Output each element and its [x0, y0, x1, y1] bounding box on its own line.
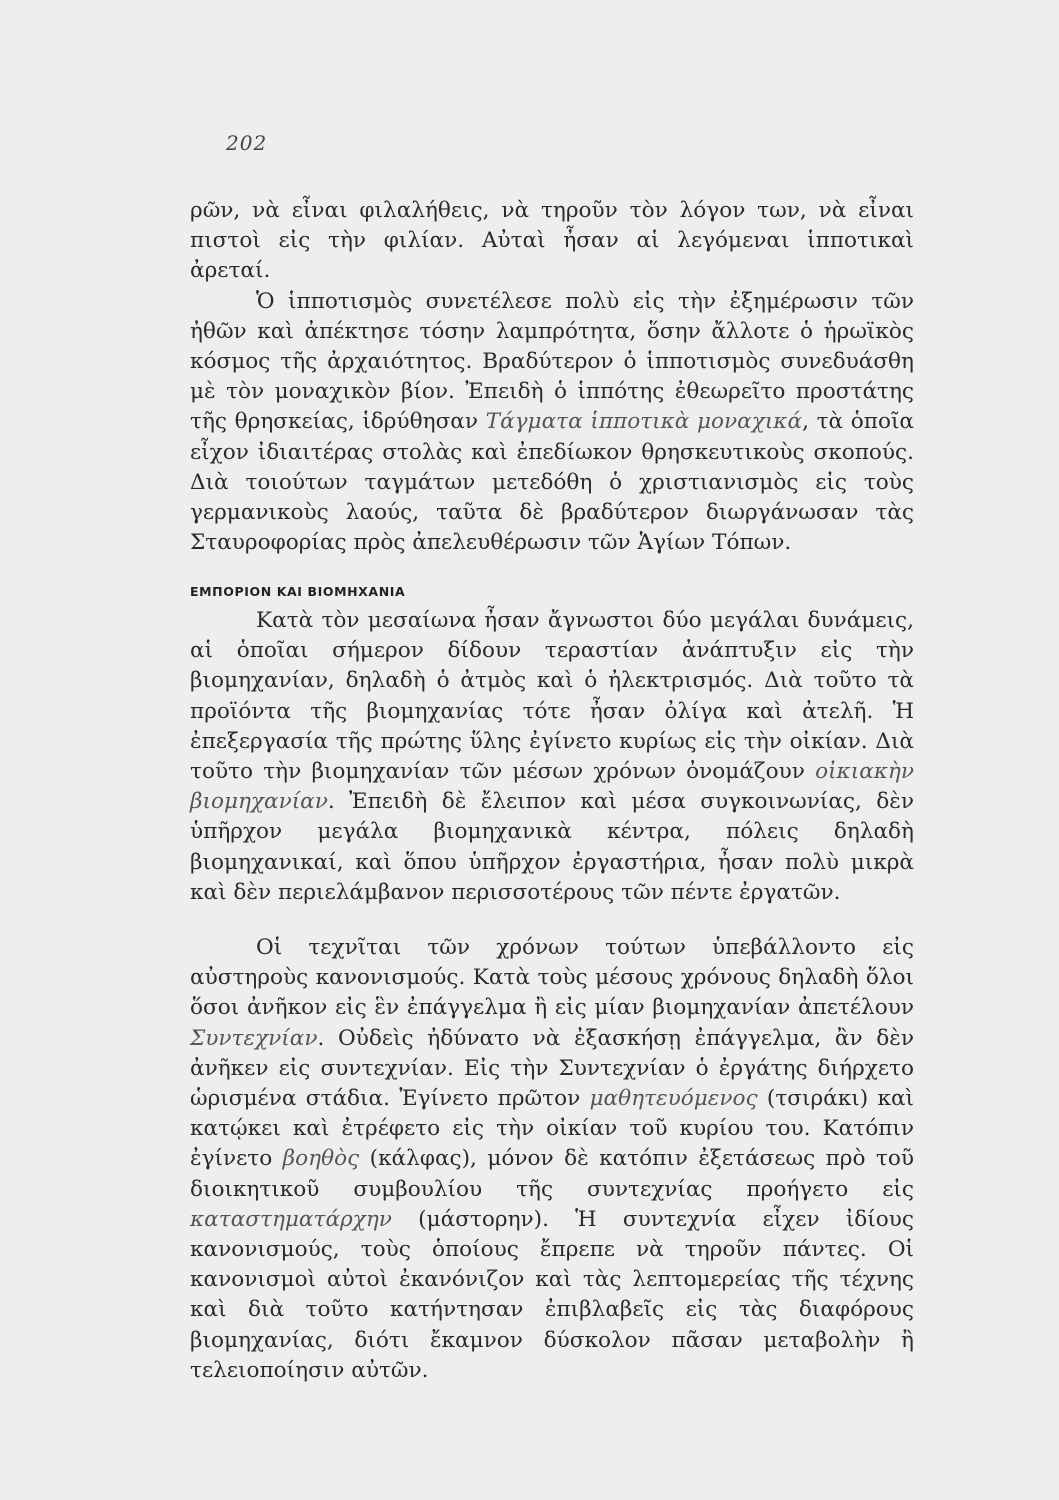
- text-span: . Ἐπειδὴ δὲ ἔλειπον καὶ μέσα συγκοινωνίας, δὲν ὑπῆρχον μεγάλα βιομηχανικὰ κέντρα, πόλεις δηλαδὴ βιομηχανικαί, καὶ ὅπου ὑπῆρχον ἐργαστήρια, ἦσαν πολὺ μικρὰ καὶ δὲν περιελάμβανον περισσοτέρους τῶν πέντε ἐργατῶν.: [190, 789, 914, 905]
- emphasis-term: Τάγματα ἱπποτικὰ μοναχικά: [485, 409, 803, 435]
- text-span: (τσιράκι) καὶ κατῴκει καὶ ἐτρέφετο εἰς τὴν οἰκίαν τοῦ κυρίου του. Κατόπιν ἐγίνετο: [190, 1086, 914, 1172]
- text-span: (κάλφας), μόνον δὲ κατόπιν ἐξετάσεως πρὸ τοῦ διοικητικοῦ συμβουλίου τῆς συντεχνίας προήγετο εἰς: [190, 1146, 915, 1202]
- paragraph-guilds: [190, 933, 914, 1386]
- paragraph-industry: [190, 606, 914, 908]
- text-span: , τὰ ὁποῖα εἶχον ἰδιαιτέρας στολὰς καὶ ἐπεδίωκον θρησκευτικοὺς σκοπούς. Διὰ τοιούτων ταγμάτων μετεδόθη ὁ χριστιανισμὸς εἰς τοὺς γερμανικοὺς λαούς, ταῦτα δὲ βραδύτερον διωργάνωσαν τὰς Σταυροφορίας πρὸς ἀπελευθέρωσιν τῶν Ἁγίων Τόπων.: [190, 409, 914, 556]
- page-number: 202: [226, 131, 268, 155]
- text-span: Κατὰ τὸν μεσαίωνα ἦσαν ἄγνωστοι δύο μεγάλαι δυνάμεις, αἱ ὁποῖαι σήμερον δίδουν τεραστίαν ἀνάπτυξιν εἰς τὴν βιομηχανίαν, δηλαδὴ ὁ ἀτμὸς καὶ ὁ ἠλεκτρισμός. Διὰ τοῦτο τὰ προϊόντα τῆς βιομηχανίας τότε ἦσαν ὀλίγα καὶ ἀτελῆ. Ἡ ἐπεξεργασία τῆς πρώτης ὕλης ἐγίνετο κυρίως εἰς τὴν οἰκίαν. Διὰ τοῦτο τὴν βιομηχανίαν τῶν μέσων χρόνων ὀνομάζουν: [190, 608, 914, 785]
- emphasis-term: Συντεχνίαν: [190, 1025, 318, 1051]
- text-span: . Οὐδεὶς ἠδύνατο νὰ ἐξασκήσῃ ἐπάγγελμα, ἂν δὲν ἀνῆκεν εἰς συντεχνίαν. Εἰς τὴν Συντεχνίαν ὁ ἐργάτης διήρχετο ὡρισμένα στάδια. Ἐγίνετο πρῶτον: [190, 1025, 914, 1112]
- section-trade-industry: [190, 606, 914, 908]
- section-guilds: [190, 933, 914, 1386]
- emphasis-term: βοηθὸς: [282, 1146, 360, 1172]
- emphasis-term: μαθητευόμενος: [589, 1086, 758, 1112]
- section-chivalry: [190, 196, 914, 558]
- text-span: (μάστορην). Ἡ συντεχνία εἶχεν ἰδίους κανονισμούς, τοὺς ὁποίους ἔπρεπε νὰ τηροῦν πάντες. Οἱ κανονισμοὶ αὐτοὶ ἐκανόνιζον καὶ τὰς λεπτομερείας τῆς τέχνης καὶ διὰ τοῦτο κατήντησαν ἐπιβλαβεῖς εἰς τὰς διαφόρους βιομηχανίας, διότι ἔκαμνον δύσκολον πᾶσαν μεταβολὴν ἢ τελειοποίησιν αὐτῶν.: [190, 1206, 914, 1383]
- paragraph-chivalry-orders: [190, 287, 914, 559]
- emphasis-term: οἰκιακὴν βιομηχανίαν: [190, 759, 914, 815]
- paragraph-chivalry-virtues: ρῶν, νὰ εἶναι φιλαλήθεις, νὰ τηροῦν τὸν λόγον των, νὰ εἶναι πιστοὶ εἰς τὴν φιλίαν. Αὐταὶ ἦσαν αἱ λεγόμεναι ἱπποτικαὶ ἀρεταί.: [190, 198, 914, 284]
- text-span: Οἱ τεχνῖται τῶν χρόνων τούτων ὑπεβάλλοντο εἰς αὐστηροὺς κανονισμούς. Κατὰ τοὺς μέσους χρόνους δηλαδὴ ὅλοι ὅσοι ἀνῆκον εἰς ἓν ἐπάγγελμα ἢ εἰς μίαν βιομηχανίαν ἀπετέλουν: [190, 935, 914, 1021]
- emphasis-term: καταστηματάρχην: [190, 1206, 392, 1232]
- section-heading: ΕΜΠΟΡΙΟΝ ΚΑΙ ΒΙΟΜΗΧΑΝΙΑ: [190, 584, 406, 599]
- text-span: Ὁ ἱπποτισμὸς συνετέλεσε πολὺ εἰς τὴν ἐξημέρωσιν τῶν ἠθῶν καὶ ἀπέκτησε τόσην λαμπρότητα, ὅσην ἄλλοτε ὁ ἡρωϊκὸς κόσμος τῆς ἀρχαιότητος. Βραδύτερον ὁ ἱπποτισμὸς συνεδυάσθη μὲ τὸν μοναχικὸν βίον. Ἐπειδὴ ὁ ἱππότης ἐθεωρεῖτο προστάτης τῆς θρησκείας, ἱδρύθησαν: [190, 288, 914, 435]
